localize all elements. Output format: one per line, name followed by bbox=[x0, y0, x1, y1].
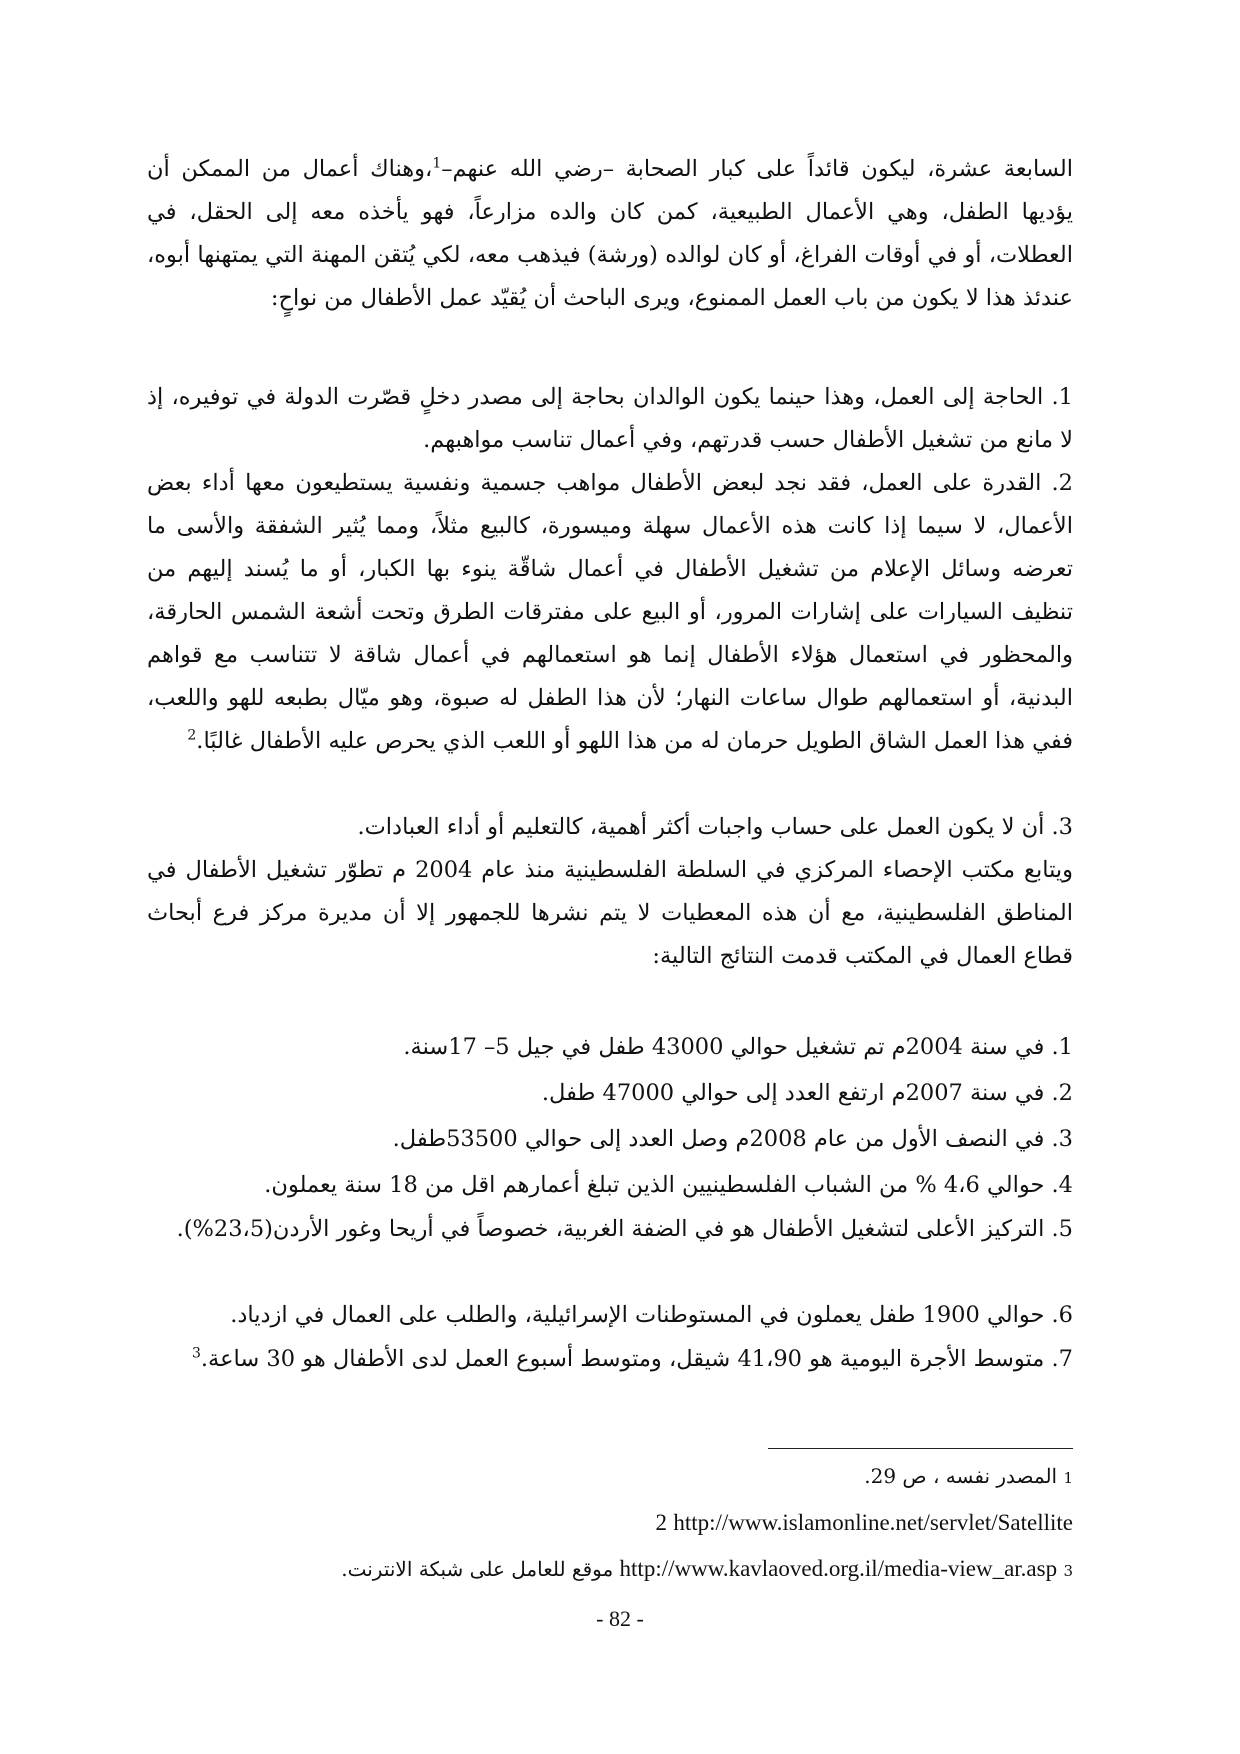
intro-text: السابعة عشرة، ليكون قائداً على كبار الصحابة –رضي الله عنهم– bbox=[441, 156, 1073, 182]
footnote-ref-3[interactable]: 3 bbox=[191, 1345, 201, 1362]
result-item-text: 7. متوسط الأجرة اليومية هو 41،90 شيقل، ومتوسط أسبوع العمل لدى الأطفال هو 30 ساعة. bbox=[200, 1346, 1073, 1372]
result-item bbox=[147, 1346, 1073, 1372]
result-item: 6. حوالي 1900 طفل يعملون في المستوطنات الإسرائيلية، والطلب على العمال في ازدياد. bbox=[230, 1302, 1073, 1328]
condition-2 bbox=[147, 462, 1073, 763]
condition-1: 1. الحاجة إلى العمل، وهذا حينما يكون الوالدان بحاجة إلى مصدر دخلٍ قصّرت الدولة في توفيره، إذ لا مانع من تشغيل الأطفال حسب قدرتهم، وفي أعمال تناسب مواهبهم. bbox=[147, 384, 1073, 453]
footnote-ref-2[interactable]: 2 bbox=[187, 727, 197, 744]
result-item: 5. التركيز الأعلى لتشغيل الأطفال هو في الضفة الغربية، خصوصاً في أريحا وغور الأردن(23،5%). bbox=[176, 1216, 1073, 1242]
result-item: 2. في سنة 2007م ارتفع العدد إلى حوالي 47000 طفل. bbox=[541, 1080, 1073, 1106]
footnote-number: 3 bbox=[1063, 1562, 1073, 1580]
bureau-paragraph: ويتابع مكتب الإحصاء المركزي في السلطة الفلسطينية منذ عام 2004 م تطوّر تشغيل الأطفال في المناطق الفلسطينية، مع أن هذه المعطيات لا يتم نشرها للجمهور إلا أن مديرة مركز فرع أبحاث قطاع العمال في المكتب قدمت النتائج التالية: bbox=[147, 857, 1073, 969]
footnote-ref-1[interactable]: 1 bbox=[432, 155, 442, 172]
intro-text-cont: ،وهناك أعمال من الممكن أن يؤديها الطفل، وهي الأعمال الطبيعية، كمن كان والده مزارعاً، فهو يأخذه معه إلى الحقل، في العطلات، أو في أوقات الفراغ، أو كان لوالده (ورشة) فيذهب معه، لكي يُتقن المهنة التي يمتهنها أبوه، عندئذ هذا لا يكون من باب العمل الممنوع، ويرى الباحث أن يُقيّد عمل الأطفال من نواحٍ: bbox=[147, 156, 1073, 311]
intro-paragraph bbox=[147, 148, 1073, 320]
footnote-number: 2 bbox=[655, 1510, 667, 1535]
footnote-link[interactable]: http://www.kavlaoved.org.il/media-view_ar.asp bbox=[619, 1556, 1058, 1581]
condition-2-text: 2. القدرة على العمل، فقد نجد لبعض الأطفال مواهب جسمية ونفسية يستطيعون معها أداء بعض الأعمال، لا سيما إذا كانت هذه الأعمال سهلة وميسورة، كالبيع مثلاً، ومما يُثير الشفقة والأسى ما تعرضه وسائل الإعلام من تشغيل الأطفال في أعمال شاقّة ينوء بها الكبار، أو ما يُسند إليهم من تنظيف السيارات على إشارات المرور، أو البيع على مفترقات الطرق وتحت أشعة الشمس الحارقة، والمحظور في استعمال هؤلاء الأطفال إنما هو استعمالهم في أعمال شاقة لا تتناسب مع قواهم البدنية، أو استعمالهم طوال ساعات النهار؛ لأن هذا الطفل له صبوة، وهو ميّال بطبعه للهو واللعب، ففي هذا العمل الشاق الطويل حرمان له من هذا اللهو أو اللعب الذي يحرص عليه الأطفال غالبًا. bbox=[147, 470, 1073, 754]
footnote-link[interactable]: http://www.islamonline.net/servlet/Satellite bbox=[673, 1510, 1073, 1535]
result-item: 3. في النصف الأول من عام 2008م وصل العدد إلى حوالي 53500طفل. bbox=[392, 1126, 1073, 1152]
condition-3: 3. أن لا يكون العمل على حساب واجبات أكثر أهمية، كالتعليم أو أداء العبادات. bbox=[357, 814, 1073, 840]
page-number: - 82 - bbox=[596, 1606, 644, 1631]
result-item: 1. في سنة 2004م تم تشغيل حوالي 43000 طفل في جيل 5– 17سنة. bbox=[403, 1034, 1073, 1060]
footnote-text: موقع للعامل على شبكة الانترنت. bbox=[341, 1557, 614, 1581]
footnote-text: المصدر نفسه ، ص 29. bbox=[864, 1464, 1058, 1488]
result-item: 4. حوالي 4،6 % من الشباب الفلسطينيين الذين تبلغ أعمارهم اقل من 18 سنة يعملون. bbox=[264, 1172, 1073, 1198]
footnote-2 bbox=[655, 1510, 1073, 1536]
footnote-separator bbox=[768, 1448, 1073, 1449]
footnote-1 bbox=[864, 1464, 1073, 1488]
footnote-number: 1 bbox=[1063, 1469, 1073, 1487]
footnote-3 bbox=[341, 1556, 1073, 1582]
